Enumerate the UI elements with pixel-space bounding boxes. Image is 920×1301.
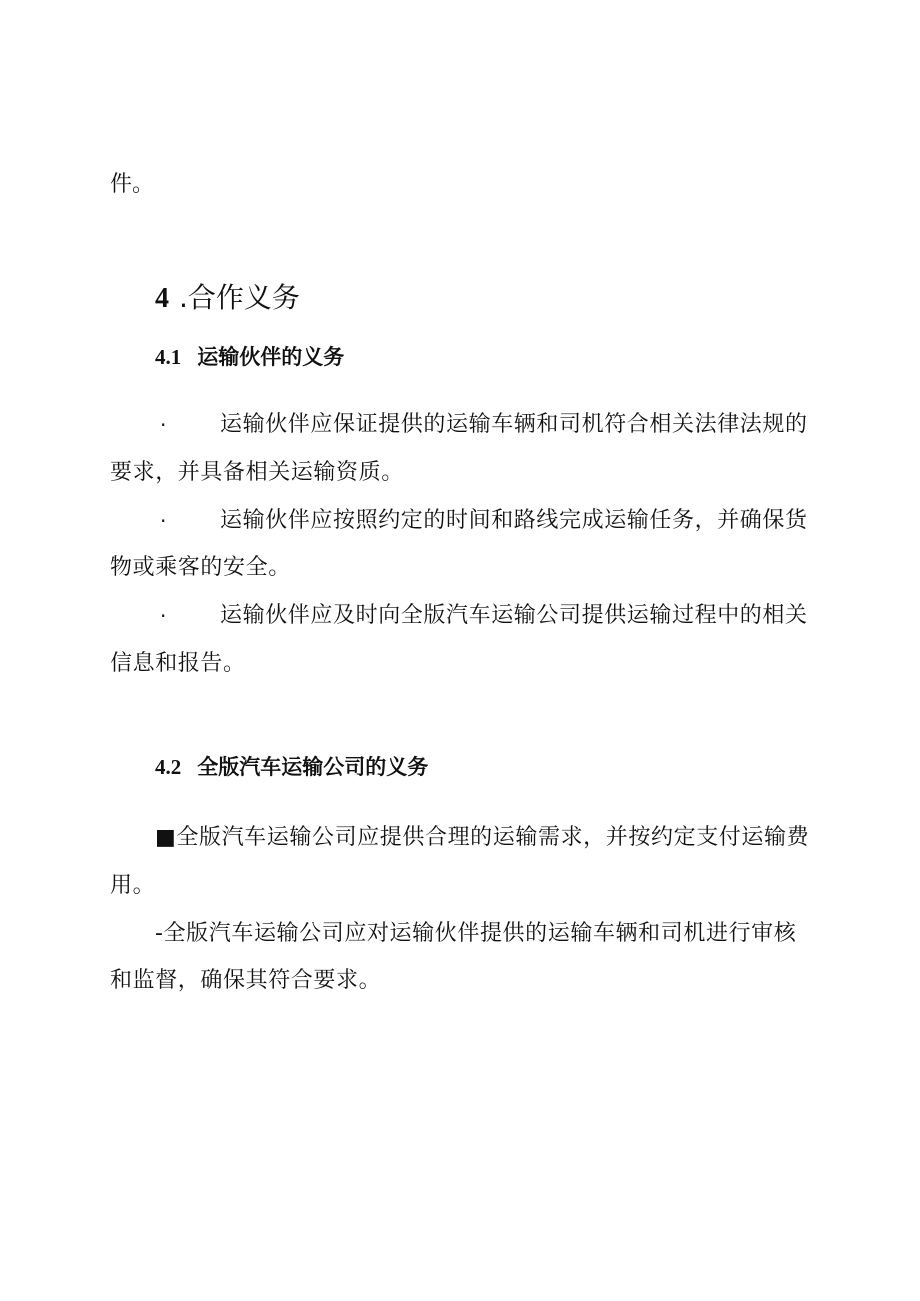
section-4-heading <box>155 280 300 317</box>
company-obligation-2-line-2: 和监督，确保其符合要求。 <box>110 968 382 993</box>
company-obligation-1-line-2: 用。 <box>110 873 156 898</box>
section-4-number: 4 <box>155 283 169 314</box>
obligation-item-1-line-1: 运输伙伴应保证提供的运输车辆和司机符合相关法律法规的 <box>220 412 808 437</box>
bullet-icon: · <box>160 509 167 533</box>
continuation-text: 件。 <box>110 172 155 197</box>
obligation-item-3-line-1: 运输伙伴应及时向全版汽车运输公司提供运输过程中的相关 <box>220 603 808 628</box>
company-obligation-1-line-1: ■全版汽车运输公司应提供合理的运输需求，并按约定支付运输费 <box>155 825 810 850</box>
section-4-1-title: 运输伙伴的义务 <box>197 345 345 369</box>
obligation-item-2-line-2: 物或乘客的安全。 <box>110 555 291 580</box>
section-4-1-number: 4.1 <box>155 345 182 369</box>
obligation-item-1-line-2: 要求，并具备相关运输资质。 <box>110 460 404 485</box>
section-4-title: .合作义务 <box>179 281 300 314</box>
section-4-1-heading <box>155 342 344 372</box>
section-4-2-heading <box>155 752 428 782</box>
company-obligation-2-line-1: -全版汽车运输公司应对运输伙伴提供的运输车辆和司机进行审核 <box>155 921 797 946</box>
bullet-icon: · <box>160 413 167 437</box>
obligation-item-2-line-1: 运输伙伴应按照约定的时间和路线完成运输任务，并确保货 <box>220 508 808 533</box>
bullet-icon: · <box>160 604 167 628</box>
section-4-2-title: 全版汽车运输公司的义务 <box>197 755 429 779</box>
obligation-item-3-line-2: 信息和报告。 <box>110 651 246 676</box>
section-4-2-number: 4.2 <box>155 755 182 779</box>
